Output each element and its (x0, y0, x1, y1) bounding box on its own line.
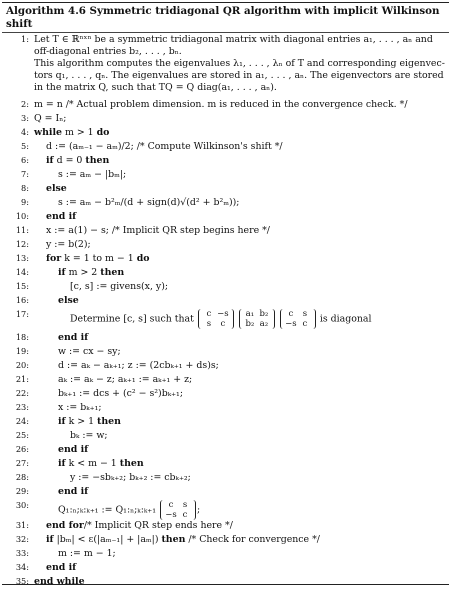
line-code (46, 225, 270, 237)
line-code (58, 388, 183, 400)
statement-text: k = 1 to m − 1 (61, 253, 137, 264)
line-code (58, 332, 88, 344)
line-number: 26: (15, 444, 29, 454)
matrix-entry: s (206, 319, 212, 329)
keyword: then (97, 416, 121, 427)
statement-text: x := a(1) − s; /* Implicit QR step begins here */ (46, 225, 270, 236)
statement-text: Q = Iₙ; (34, 113, 67, 124)
statement-text: m := m − 1; (58, 548, 116, 559)
line-code (58, 416, 121, 428)
keyword: do (96, 127, 110, 138)
statement-text: m > 2 (65, 267, 101, 278)
line-code (34, 99, 407, 111)
line-code (70, 472, 191, 484)
statement-text: k < m − 1 (65, 458, 120, 469)
statement-text: s := aₘ − b²ₘ/(d + sign(d)√(d² + b²ₘ)); (58, 197, 240, 208)
statement-text: y := −sbₖ₊₂; bₖ₊₂ := cbₖ₊₂; (70, 472, 191, 483)
intro-text: tors q₁, . . . , qₙ. The eigenvalues are stored in a₁, . . . , aₙ. The eigenvectors are stored (34, 70, 444, 81)
keyword: if (58, 416, 66, 427)
statement-text: Determine [c, s] such that (70, 313, 194, 325)
keyword: end while (34, 576, 85, 587)
matrix-entry: c (302, 319, 308, 329)
line-number: 20: (15, 360, 29, 370)
keyword: end if (46, 211, 77, 222)
keyword: for (46, 253, 62, 264)
keyword: else (58, 295, 79, 306)
keyword: if (46, 534, 54, 545)
line-number: 29: (15, 486, 29, 496)
statement-text: s := aₘ − |bₘ|; (58, 169, 127, 180)
line-code (34, 576, 85, 588)
intro-text: off-diagonal entries b₂, . . . , bₙ. (34, 46, 182, 57)
line-number: 6: (21, 155, 29, 165)
matrix (280, 309, 316, 329)
line-number: 11: (15, 225, 29, 235)
matrix-entry: c (168, 500, 174, 510)
line-code (58, 169, 126, 181)
statement-text: |bₘ| < ε(|aₘ₋₁| + |aₘ|) (53, 534, 162, 545)
line-number: 25: (15, 430, 29, 440)
matrix-entry: c (288, 309, 294, 319)
line-number: 27: (15, 458, 29, 468)
line-number: 14: (15, 267, 29, 277)
line-code (70, 430, 108, 442)
line-code (58, 548, 116, 560)
keyword: end if (58, 444, 89, 455)
line-number: 10: (15, 211, 29, 221)
algorithm-title: Algorithm 4.6 Symmetric tridiagonal QR algorithm with implicit Wilkinson shift (6, 5, 440, 30)
keyword: if (58, 458, 66, 469)
line-code (58, 500, 200, 520)
line-code (58, 295, 79, 307)
statement-text: d := (aₘ₋₁ − aₘ)/2; /* Compute Wilkinson's shift */ (46, 141, 283, 152)
line-code (58, 346, 121, 358)
line-code (58, 458, 144, 470)
line-number: 7: (21, 169, 29, 179)
line-number: 33: (15, 548, 29, 558)
line-code (46, 211, 76, 223)
line-code (70, 281, 168, 293)
line-number: 24: (15, 416, 29, 426)
statement-text: w := cx − sy; (58, 346, 121, 357)
keyword: else (46, 183, 67, 194)
line-code (70, 309, 372, 329)
line-number: 17: (15, 309, 29, 319)
statement-text: x := bₖ₊₁; (58, 402, 102, 413)
intro-text: in the matrix Q, such that TQ = Q diag(a₁, . . . , aₙ). (34, 82, 277, 93)
line-number: 31: (15, 520, 29, 530)
keyword: if (46, 155, 54, 166)
statement-text: k > 1 (65, 416, 98, 427)
line-code (46, 155, 109, 167)
line-number: 1: (21, 34, 29, 44)
line-number: 34: (15, 562, 29, 572)
line-code (58, 486, 88, 498)
statement-text: aₖ := aₖ − z; aₖ₊₁ := aₖ₊₁ + z; (58, 374, 193, 385)
intro-text: This algorithm computes the eigenvalues λ₁, . . . , λₙ of T and corresponding eigenvec- (34, 58, 445, 69)
matrix-entry: s (182, 500, 188, 510)
matrix (198, 309, 234, 329)
line-number: 19: (15, 346, 29, 356)
line-number: 18: (15, 332, 29, 342)
statement-tail: ; (197, 504, 201, 516)
keyword: end for (46, 520, 84, 531)
matrix-entry: b₂ (245, 319, 255, 329)
matrix-entry: b₂ (259, 309, 269, 319)
line-number: 35: (15, 576, 29, 586)
line-number: 15: (15, 281, 29, 291)
statement-text: d := aₖ − aₖ₊₁; z := (2cbₖ₊₁ + ds)s; (58, 360, 219, 371)
matrix-entry: c (206, 309, 212, 319)
line-code (46, 562, 76, 574)
keyword: while (34, 127, 62, 138)
line-number: 13: (15, 253, 29, 263)
top-rule (2, 2, 449, 3)
line-code (46, 253, 150, 265)
matrix-entry: −s (285, 319, 297, 329)
statement-text: Q₁:ₙ;ₖ:ₖ₊₁ := Q₁:ₙ;ₖ:ₖ₊₁ (58, 504, 157, 516)
line-code (58, 197, 239, 209)
matrix (239, 309, 275, 329)
line-number: 12: (15, 239, 29, 249)
statement-tail: /* Check for convergence */ (185, 534, 320, 545)
bottom-rule (2, 584, 449, 585)
line-code (58, 360, 219, 372)
matrix (160, 500, 196, 520)
line-number: 16: (15, 295, 29, 305)
matrix-entry: s (302, 309, 308, 319)
matrix-entry: a₁ (245, 309, 255, 319)
statement-text: bₖ₊₁ := dcs + (c² − s²)bₖ₊₁; (58, 388, 183, 399)
intro-text: Let T ∈ ℝⁿˣⁿ be a symmetric tridiagonal matrix with diagonal entries a₁, . . . , aₙ and (34, 34, 433, 45)
keyword: then (100, 267, 125, 278)
statement-text: [c, s] := givens(x, y); (70, 281, 169, 292)
line-number: 4: (21, 127, 29, 137)
line-code (58, 444, 88, 456)
line-code (34, 113, 66, 125)
line-code (58, 402, 102, 414)
line-code (34, 127, 109, 139)
keyword: end if (58, 486, 89, 497)
statement-text: m = n /* Actual problem dimension. m is reduced in the convergence check. */ (34, 99, 408, 110)
algorithm-box (2, 2, 449, 585)
matrix-entry: −s (217, 309, 229, 319)
line-code (58, 374, 192, 386)
keyword: if (58, 267, 66, 278)
keyword: do (136, 253, 150, 264)
statement-tail: is diagonal (316, 313, 372, 325)
line-number: 3: (21, 113, 29, 123)
statement-text: d = 0 (53, 155, 86, 166)
keyword: end if (46, 562, 77, 573)
matrix-entry: c (182, 510, 188, 520)
keyword: then (85, 155, 110, 166)
line-number: 9: (21, 197, 29, 207)
keyword: end if (58, 332, 89, 343)
line-number: 21: (15, 374, 29, 384)
keyword: then (119, 458, 144, 469)
statement-text: y := b(2); (46, 239, 91, 250)
line-number: 5: (21, 141, 29, 151)
line-number: 22: (15, 388, 29, 398)
matrix-entry: −s (165, 510, 177, 520)
line-number: 8: (21, 183, 29, 193)
line-number: 28: (15, 472, 29, 482)
statement-text: bₖ := w; (70, 430, 108, 441)
line-number: 2: (21, 99, 29, 109)
line-number: 30: (15, 500, 29, 510)
statement-text: /* Implicit QR step ends here */ (83, 520, 233, 531)
statement-text: m > 1 (61, 127, 97, 138)
title-rule (2, 32, 449, 33)
line-number: 32: (15, 534, 29, 544)
line-code (46, 520, 233, 532)
line-code (58, 267, 124, 279)
line-code (46, 141, 283, 153)
matrix-entry: a₂ (259, 319, 269, 329)
line-code (46, 534, 320, 546)
line-code (46, 239, 91, 251)
line-number: 23: (15, 402, 29, 412)
keyword: then (161, 534, 186, 545)
matrix-entry: c (220, 319, 226, 329)
line-code (46, 183, 67, 195)
